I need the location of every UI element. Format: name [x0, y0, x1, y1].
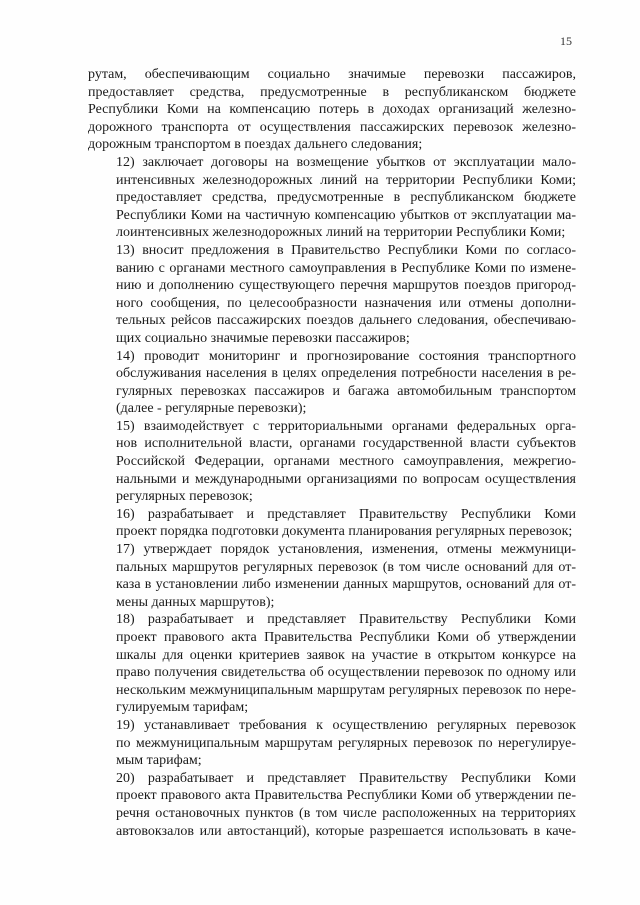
text-line: проект порядка подготовки документа планирования регулярных перевозок; [116, 524, 573, 540]
text-line: ного сообщения, по целесообразности назначения или отмены дополни- [116, 295, 576, 311]
text-line: гулируемым тарифам; [116, 700, 249, 716]
text-line: шкалы для оценки критериев заявок на участие в открытом конкурсе на [116, 647, 576, 663]
text-line: 13) вносит предложения в Правительство Республики Коми по согласо- [116, 242, 576, 258]
text-line: Республики Коми на компенсацию потерь в доходах организаций железно- [88, 102, 576, 118]
text-line: 14) проводит мониторинг и прогнозирование состояния транспортного [116, 348, 576, 364]
text-line: тельных рейсов пассажирских поездов дальнего следования, обеспечиваю- [116, 313, 576, 329]
document-body [88, 66, 576, 840]
list-item-paragraph [88, 611, 576, 717]
text-line: речня остановочных пунктов (в том числе расположенных на территориях [116, 805, 576, 821]
continuation-paragraph [88, 66, 576, 154]
text-line: Республики Коми на частичную компенсацию убытков от эксплуатации ма- [116, 207, 576, 223]
text-line: дорожным транспортом в поездах дальнего следования; [88, 137, 423, 153]
text-line: по межмуниципальным маршрутам регулярных перевозок по нерегулируе- [116, 735, 576, 751]
list-item-paragraph [88, 348, 576, 418]
text-line: предоставляет средства, предусмотренные в республиканском бюджете [116, 190, 576, 206]
text-line: право получения свидетельства об осуществлении перевозок по одному или [116, 665, 576, 681]
text-line: 18) разрабатывает и представляет Правительству Республики Коми [116, 612, 576, 628]
text-line: обслуживания населения в целях определения потребности населения в ре- [116, 366, 576, 382]
text-line: автовокзалов или автостанций), которые разрешается использовать в каче- [116, 823, 576, 839]
text-line: нескольким межмуниципальным маршрутам регулярных перевозок по нере- [116, 682, 576, 698]
text-line: регулярных перевозок; [116, 489, 253, 505]
text-line: мены данных маршрутов); [116, 594, 275, 610]
list-item-paragraph [88, 506, 576, 541]
text-line: гулярных перевозках пассажиров и багажа автомобильным транспортом [116, 383, 576, 399]
text-line: каза в установлении либо изменении данных маршрутов, оснований для от- [116, 577, 576, 593]
text-line: предоставляет средства, предусмотренные в республиканском бюджете [88, 84, 576, 100]
text-line: 19) устанавливает требования к осуществлению регулярных перевозок [116, 717, 576, 733]
text-line: Российской Федерации, органами местного самоуправления, межрегио- [116, 454, 576, 470]
text-line: проект правового акта Правительства Республики Коми об утверждении пе- [116, 788, 576, 804]
text-line: 20) разрабатывает и представляет Правительству Республики Коми [116, 770, 576, 786]
text-line: ванию с органами местного самоуправления в Республике Коми по измене- [116, 260, 576, 276]
list-item-paragraph [88, 242, 576, 348]
text-line: 12) заключает договоры на возмещение убытков от эксплуатации мало- [116, 154, 576, 170]
list-item-paragraph [88, 770, 576, 840]
text-line: проект правового акта Правительства Республики Коми об утверждении [116, 630, 576, 645]
text-line: щих социально значимые перевозки пассажиров; [116, 330, 410, 346]
text-line: нию и дополнению существующего перечня маршрутов поездов пригород- [116, 278, 576, 294]
list-item-paragraph [88, 418, 576, 506]
text-line: рутам, обеспечивающим социально значимые перевозки пассажиров, [88, 67, 576, 82]
text-line: мым тарифам; [116, 753, 202, 769]
text-line: лоинтенсивных железнодорожных линий на территории Республики Коми; [116, 225, 566, 241]
text-line: 17) утверждает порядок установления, изменения, отмены межмуници- [116, 542, 576, 558]
text-line: дорожного транспорта от осуществления пассажирских перевозок железно- [88, 119, 576, 135]
text-line: пальных маршрутов регулярных перевозок (в том числе оснований для от- [116, 559, 576, 575]
list-item-paragraph [88, 541, 576, 611]
text-line: 16) разрабатывает и представляет Правительству Республики Коми [116, 506, 576, 522]
text-line: нальными и международными организациями по вопросам осуществления [116, 471, 576, 487]
text-line: 15) взаимодействует с территориальными органами федеральных орга- [116, 418, 576, 434]
page-number: 15 [560, 34, 572, 48]
text-line: интенсивных железнодорожных линий на территории Республики Коми; [116, 172, 576, 188]
list-item-paragraph [88, 154, 576, 242]
text-line: (далее - регулярные перевозки); [116, 401, 307, 417]
list-item-paragraph [88, 717, 576, 770]
text-line: нов исполнительной власти, органами государственной власти субъектов [116, 436, 576, 452]
